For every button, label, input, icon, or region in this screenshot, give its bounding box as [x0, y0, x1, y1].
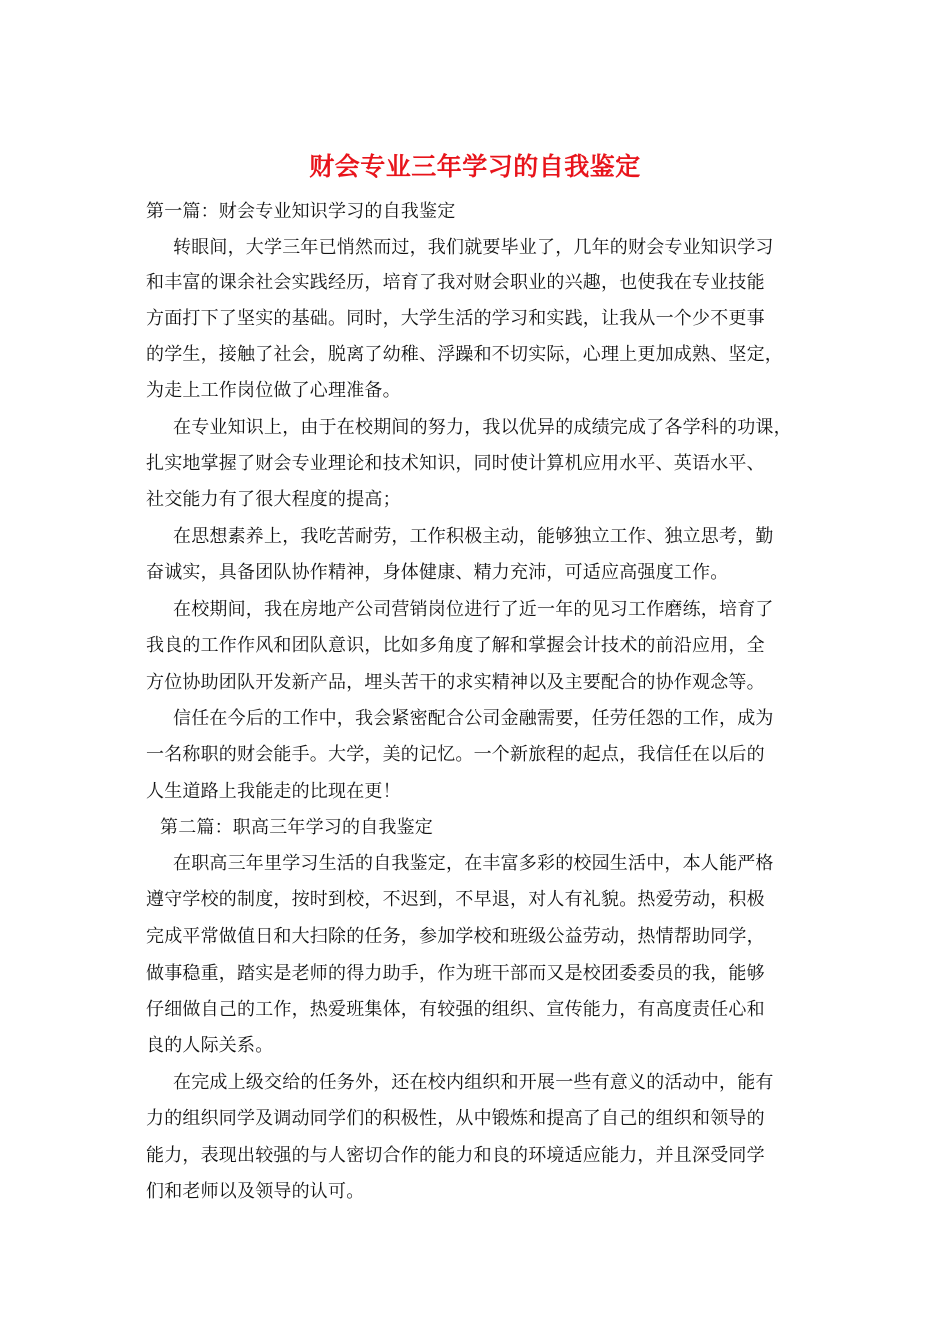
- text-line: 方面打下了坚实的基础。同时，大学生活的学习和实践，让我从一个少不更事: [146, 308, 765, 329]
- text-line: 在专业知识上，由于在校期间的努力，我以优异的成绩完成了各学科的功课，: [173, 417, 792, 438]
- text-line: 在思想素养上，我吃苦耐劳，工作积极主动，能够独立工作、独立思考，勤: [173, 526, 774, 547]
- text-line: 一名称职的财会能手。大学，美的记忆。一个新旅程的起点，我信任在以后的: [146, 744, 765, 765]
- text-line: 们和老师以及领导的认可。: [146, 1181, 365, 1202]
- text-line: 和丰富的课余社会实践经历，培育了我对财会职业的兴趣，也使我在专业技能: [146, 272, 765, 293]
- text-line: 在职高三年里学习生活的自我鉴定，在丰富多彩的校园生活中，本人能严格: [173, 853, 774, 874]
- text-line: 在校期间，我在房地产公司营销岗位进行了近一年的见习工作磨练，培育了: [173, 599, 774, 620]
- text-line: 仔细做自己的工作，热爱班集体，有较强的组织、宣传能力，有高度责任心和: [146, 999, 765, 1020]
- text-line: 人生道路上我能走的比现在更！: [146, 781, 401, 802]
- text-line: 信任在今后的工作中，我会紧密配合公司金融需要，任劳任怨的工作，成为: [173, 708, 774, 729]
- text-line: 良的人际关系。: [146, 1035, 274, 1056]
- text-line: 能力，表现出较强的与人密切合作的能力和良的环境适应能力，并且深受同学: [146, 1145, 765, 1166]
- text-line: 为走上工作岗位做了心理准备。: [146, 380, 401, 401]
- text-line: 扎实地掌握了财会专业理论和技术知识，同时使计算机应用水平、英语水平、: [146, 453, 765, 474]
- text-line: 我良的工作作风和团队意识，比如多角度了解和掌握会计技术的前沿应用，全: [146, 635, 765, 656]
- text-line: 完成平常做值日和大扫除的任务，参加学校和班级公益劳动，热情帮助同学，: [146, 926, 765, 947]
- text-line: 力的组织同学及调动同学们的积极性，从中锻炼和提高了自己的组织和领导的: [146, 1108, 765, 1129]
- text-line: 遵守学校的制度，按时到校，不迟到，不早退，对人有礼貌。热爱劳动，积极: [146, 889, 765, 910]
- text-line: 在完成上级交给的任务外，还在校内组织和开展一些有意义的活动中，能有: [173, 1072, 774, 1093]
- text-line: 社交能力有了很大程度的提高；: [146, 489, 401, 510]
- section-heading-1: 第一篇：财会专业知识学习的自我鉴定: [146, 201, 456, 222]
- text-line: 做事稳重，踏实是老师的得力助手，作为班干部而又是校团委委员的我，能够: [146, 963, 765, 984]
- section-heading-2: 第二篇：职高三年学习的自我鉴定: [160, 817, 433, 838]
- text-line: 方位协助团队开发新产品，埋头苦干的求实精神以及主要配合的协作观念等。: [146, 672, 765, 693]
- document-title: 财会专业三年学习的自我鉴定: [309, 152, 641, 181]
- text-line: 奋诚实，具备团队协作精神，身体健康、精力充沛，可适应高强度工作。: [146, 562, 729, 583]
- text-line: 转眼间，大学三年已悄然而过，我们就要毕业了，几年的财会专业知识学习: [173, 237, 774, 258]
- text-line: 的学生，接触了社会，脱离了幼稚、浮躁和不切实际，心理上更加成熟、坚定，: [146, 344, 783, 365]
